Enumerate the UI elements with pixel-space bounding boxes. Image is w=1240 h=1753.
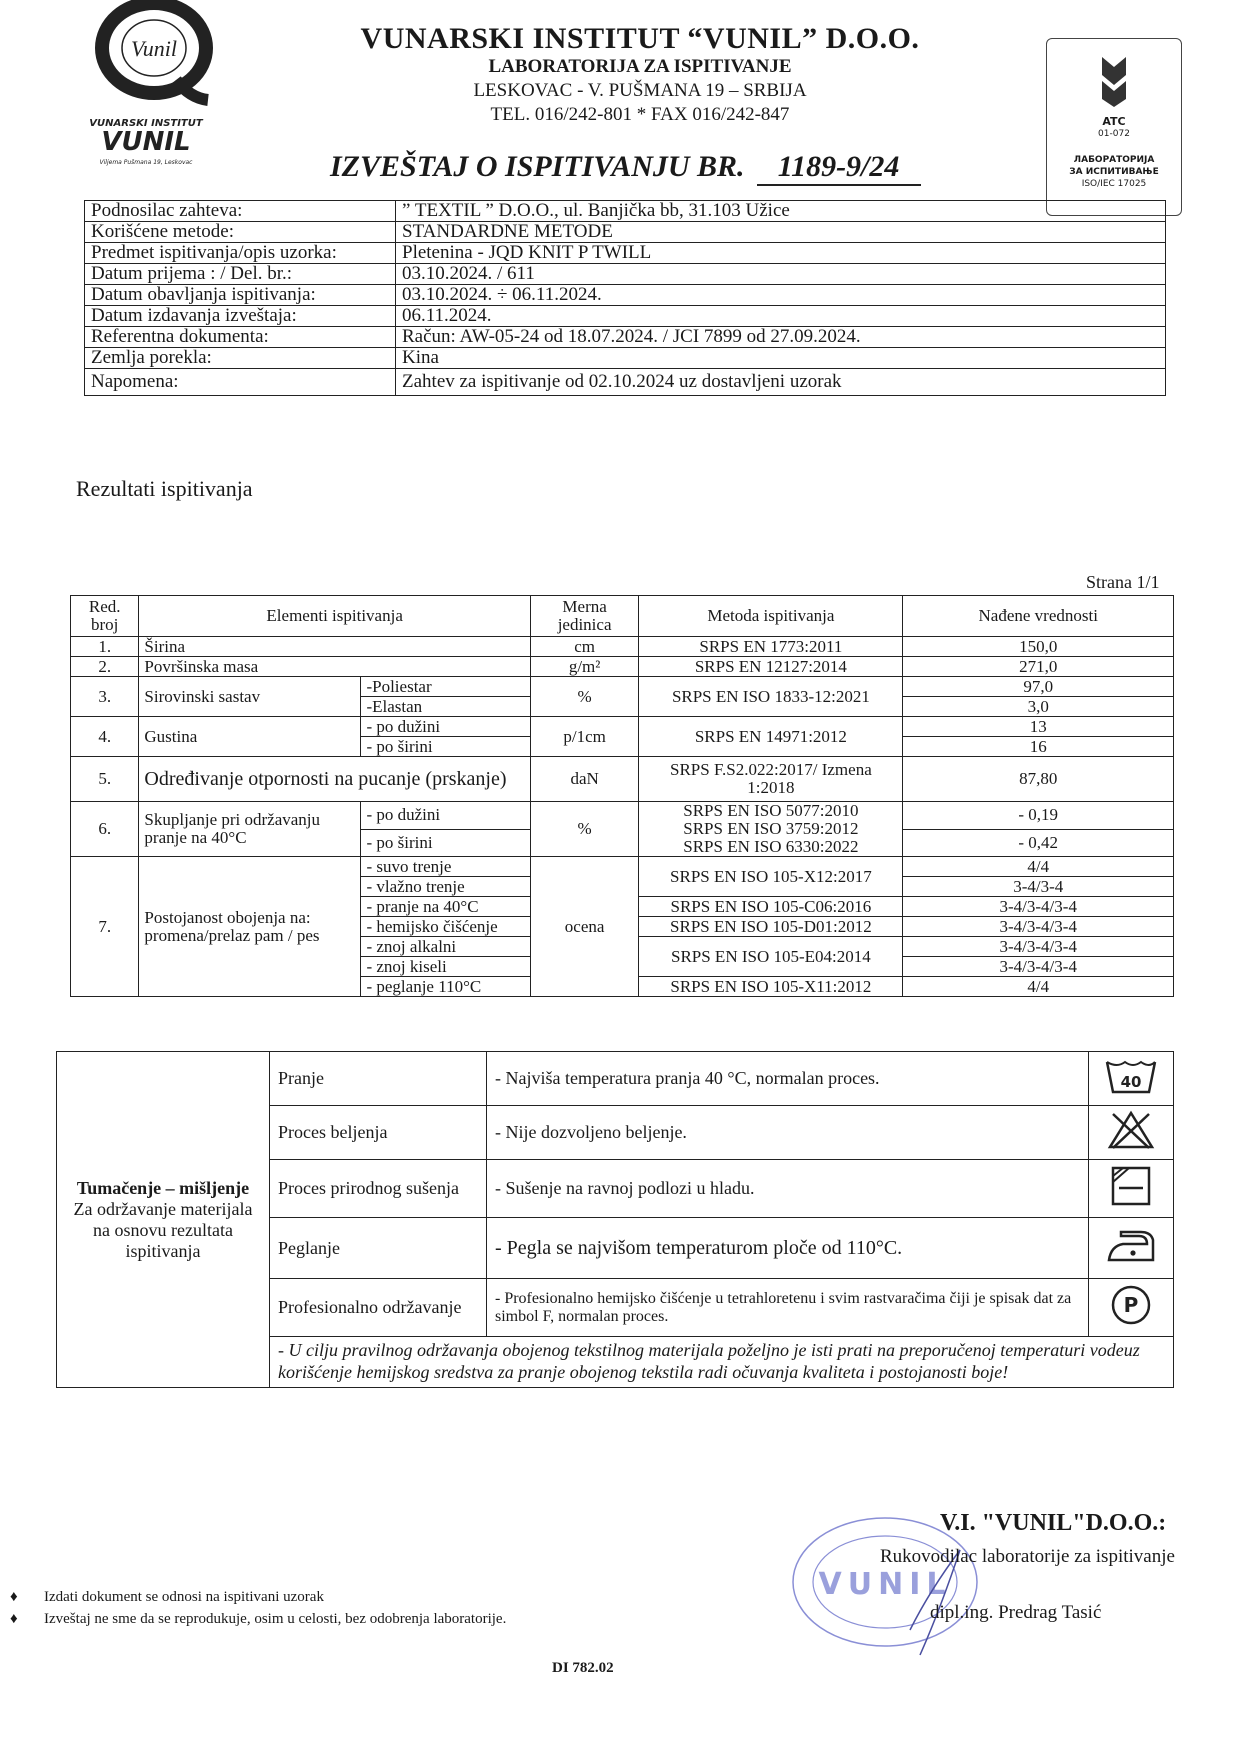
- row-value: 97,0: [903, 677, 1174, 697]
- row-value: 3-4/3-4/3-4: [903, 957, 1174, 977]
- logo-top-text: VUNARSKI INSTITUT: [89, 118, 203, 129]
- row-value: 3-4/3-4: [903, 877, 1174, 897]
- row-no: 3.: [71, 677, 139, 717]
- row-method: SRPS EN ISO 105-X12:2017: [639, 857, 903, 897]
- info-value: STANDARDNE METODE: [396, 222, 1166, 243]
- row-sub: - po širini: [361, 737, 530, 757]
- care-text: - Sušenje na ravnoj podlozi u hladu.: [487, 1160, 1089, 1218]
- care-label: Peglanje: [270, 1218, 487, 1279]
- row-value: 4/4: [903, 977, 1174, 997]
- footer-note: [10, 1586, 506, 1608]
- row-value: 4/4: [903, 857, 1174, 877]
- info-row: [85, 285, 1166, 306]
- info-label: Referentna dokumenta:: [85, 327, 396, 348]
- row-value: - 0,42: [903, 829, 1174, 857]
- care-text: - Pegla se najvišom temperaturom ploče od 110°C.: [487, 1218, 1089, 1279]
- row-method: SRPS EN ISO 105-D01:2012: [639, 917, 903, 937]
- info-value: ” TEXTIL ” D.O.O., ul. Banjička bb, 31.103 Užice: [396, 201, 1166, 222]
- accreditation-badge: [1046, 38, 1182, 216]
- info-row: [85, 348, 1166, 369]
- row-value: 16: [903, 737, 1174, 757]
- care-text: - Nije dozvoljeno beljenje.: [487, 1106, 1089, 1160]
- row-element: Skupljanje pri održavanju pranje na 40°C: [139, 802, 361, 857]
- info-label: Predmet ispitivanja/opis uzorka:: [85, 243, 396, 264]
- row-element: Površinska masa: [139, 657, 531, 677]
- logo-main-text: VUNIL: [101, 127, 191, 157]
- info-row: [85, 243, 1166, 264]
- row-no: 6.: [71, 802, 139, 857]
- opinion-subtitle: Za održavanje materijala na osnovu rezultata ispitivanja: [73, 1198, 253, 1261]
- table-row: [71, 717, 1174, 737]
- col-header-no: Red. broj: [71, 596, 139, 637]
- row-method: SRPS EN ISO 1833-12:2021: [639, 677, 903, 717]
- logo-circle-text: Vunil: [130, 36, 178, 61]
- cert-line3: ISO/IEC 17025: [1081, 179, 1147, 189]
- row-element: Gustina: [139, 717, 361, 757]
- row-element: Postojanost obojenja na: promena/prelaz pam / pes: [139, 857, 361, 997]
- care-note: - U cilju pravilnog održavanja obojenog tekstilnog materijala poželjno je isti prati na preporučenoj temperaturi vodeuz korišćenje hemijskog sredstva za pranje obojenog tekstila radi očuvanja kvaliteta i postojanosti boje!: [270, 1337, 1174, 1388]
- row-value: 87,80: [903, 757, 1174, 802]
- atc-label: ATC: [1102, 115, 1126, 128]
- footer-note: [10, 1608, 506, 1630]
- row-sub: - suvo trenje: [361, 857, 530, 877]
- accreditation-logo-icon: [1084, 53, 1144, 109]
- row-sub: - hemijsko čišćenje: [361, 917, 530, 937]
- iron-low-icon: [1103, 1226, 1159, 1266]
- info-value: Kina: [396, 348, 1166, 369]
- row-value: 150,0: [903, 637, 1174, 657]
- table-row: [71, 857, 1174, 877]
- stamp-text: VUNIL: [818, 1567, 952, 1602]
- row-sub: - vlažno trenje: [361, 877, 530, 897]
- row-no: 1.: [71, 637, 139, 657]
- info-value: 03.10.2024. ÷ 06.11.2024.: [396, 285, 1166, 306]
- care-icon-cell: [1089, 1052, 1174, 1106]
- table-row: [71, 802, 1174, 830]
- info-label: Zemlja porekla:: [85, 348, 396, 369]
- no-bleach-icon: [1107, 1110, 1155, 1150]
- row-sub: - po širini: [361, 829, 530, 857]
- care-icon-cell: [1089, 1279, 1174, 1337]
- institute-name: VUNARSKI INSTITUT “VUNIL” D.O.O.: [360, 22, 920, 55]
- info-label: Napomena:: [85, 369, 396, 396]
- info-row: [85, 222, 1166, 243]
- signature-firm: V.I. "VUNIL"D.O.O.:: [940, 1510, 1167, 1536]
- row-unit: p/1cm: [530, 717, 638, 757]
- dry-clean-p-icon: [1109, 1283, 1153, 1327]
- signature-role: Rukovodilac laboratorije za ispitivanje: [880, 1546, 1175, 1567]
- col-header-method: Metoda ispitivanja: [639, 596, 903, 637]
- method-line: SRPS EN ISO 6330:2022: [683, 837, 859, 856]
- row-no: 7.: [71, 857, 139, 997]
- footer-note-text: Izdati dokument se odnosi na ispitivani uzorak: [44, 1589, 324, 1605]
- care-text: - Najviša temperatura pranja 40 °C, normalan proces.: [487, 1052, 1089, 1106]
- method-line: SRPS EN ISO 5077:2010: [683, 801, 859, 820]
- row-sub: -Elastan: [361, 697, 530, 717]
- care-label: Pranje: [270, 1052, 487, 1106]
- care-label: Profesionalno održavanje: [270, 1279, 487, 1337]
- row-element: Širina: [139, 637, 531, 657]
- care-row: [57, 1052, 1174, 1106]
- info-value: 03.10.2024. / 611: [396, 264, 1166, 285]
- wash-40-icon: [1103, 1056, 1159, 1096]
- row-method: SRPS EN ISO 105-X11:2012: [639, 977, 903, 997]
- row-unit: g/m²: [530, 657, 638, 677]
- cert-line1: ЛАБОРАТОРИЈА: [1073, 155, 1155, 165]
- wash-temp-label: 40: [1120, 1073, 1142, 1091]
- request-info-table: [84, 200, 1166, 396]
- info-label: Datum prijema : / Del. br.:: [85, 264, 396, 285]
- care-label: Proces prirodnog sušenja: [270, 1160, 487, 1218]
- opinion-title: Tumačenje – mišljenje: [76, 1177, 250, 1198]
- row-no: 2.: [71, 657, 139, 677]
- row-element: Sirovinski sastav: [139, 677, 361, 717]
- footer-note-text: Izveštaj ne sme da se reprodukuje, osim u celosti, bez odobrenja laboratorije.: [44, 1611, 507, 1627]
- table-row: [71, 677, 1174, 697]
- care-opinion-table: [56, 1051, 1174, 1388]
- row-no: 4.: [71, 717, 139, 757]
- care-icon-cell: [1089, 1218, 1174, 1279]
- info-row: [85, 264, 1166, 285]
- care-icon-cell: [1089, 1106, 1174, 1160]
- dry-clean-letter: P: [1123, 1293, 1139, 1317]
- info-value: 06.11.2024.: [396, 306, 1166, 327]
- row-method: SRPS EN 1773:2011: [639, 637, 903, 657]
- bullet-icon: ♦: [10, 1589, 18, 1605]
- info-label: Podnosilac zahteva:: [85, 201, 396, 222]
- lab-address: LESKOVAC - V. PUŠMANA 19 – SRBIJA: [473, 80, 807, 101]
- info-row: [85, 201, 1166, 222]
- row-sub: - po dužini: [361, 717, 530, 737]
- table-row: [71, 637, 1174, 657]
- info-row: [85, 327, 1166, 348]
- results-heading: Rezultati ispitivanja: [76, 476, 253, 501]
- info-label: Datum obavljanja ispitivanja:: [85, 285, 396, 306]
- institute-logo: [78, 0, 228, 175]
- report-number: 1189-9/24: [757, 150, 921, 186]
- info-value: Pletenina - JQD KNIT P TWILL: [396, 243, 1166, 264]
- row-value: 13: [903, 717, 1174, 737]
- document-code: DI 782.02: [552, 1660, 614, 1676]
- report-title: [330, 150, 921, 186]
- row-value: 3,0: [903, 697, 1174, 717]
- col-header-element: Elementi ispitivanja: [139, 596, 531, 637]
- report-title-label: IZVEŠTAJ O ISPITIVANJU BR.: [330, 150, 745, 183]
- row-unit: %: [530, 677, 638, 717]
- row-method: SRPS EN 14971:2012: [639, 717, 903, 757]
- row-value: 3-4/3-4/3-4: [903, 917, 1174, 937]
- row-sub: - po dužini: [361, 802, 530, 830]
- row-unit: ocena: [530, 857, 638, 997]
- row-unit: cm: [530, 637, 638, 657]
- info-label: Korišćene metode:: [85, 222, 396, 243]
- row-unit: daN: [530, 757, 638, 802]
- row-method: SRPS F.S2.022:2017/ Izmena 1:2018: [639, 757, 903, 802]
- row-no: 5.: [71, 757, 139, 802]
- row-method: SRPS EN 12127:2014: [639, 657, 903, 677]
- col-header-value: Nađene vrednosti: [903, 596, 1174, 637]
- row-method: [639, 802, 903, 857]
- row-method: SRPS EN ISO 105-E04:2014: [639, 937, 903, 977]
- row-sub: - znoj kiseli: [361, 957, 530, 977]
- info-row: [85, 369, 1166, 396]
- info-row: [85, 306, 1166, 327]
- care-label: Proces beljenja: [270, 1106, 487, 1160]
- row-sub: - znoj alkalni: [361, 937, 530, 957]
- info-value: Zahtev za ispitivanje od 02.10.2024 uz dostavljeni uzorak: [396, 369, 1166, 396]
- method-line: SRPS EN ISO 3759:2012: [683, 819, 859, 838]
- page-indicator: Strana 1/1: [1086, 572, 1160, 592]
- atc-number: 01-072: [1098, 129, 1130, 139]
- logo-address: Viljema Pušmana 19, Leskovac: [99, 159, 193, 166]
- row-element: Određivanje otpornosti na pucanje (prskanje): [139, 757, 531, 802]
- care-icon-cell: [1089, 1160, 1174, 1218]
- row-value: 271,0: [903, 657, 1174, 677]
- cert-line2: ЗА ИСПИТИВАЊЕ: [1069, 167, 1159, 177]
- table-row: [71, 757, 1174, 802]
- row-sub: -Poliestar: [361, 677, 530, 697]
- info-value: Račun: AW-05-24 od 18.07.2024. / JCI 7899 od 27.09.2024.: [396, 327, 1166, 348]
- footer-notes: [10, 1586, 506, 1630]
- row-method: SRPS EN ISO 105-C06:2016: [639, 897, 903, 917]
- row-unit: %: [530, 802, 638, 857]
- row-sub: - pranje na 40°C: [361, 897, 530, 917]
- info-label: Datum izdavanja izveštaja:: [85, 306, 396, 327]
- opinion-lead: [57, 1052, 270, 1388]
- signature-name: dipl.ing. Predrag Tasić: [930, 1602, 1102, 1623]
- row-value: 3-4/3-4/3-4: [903, 937, 1174, 957]
- table-row: [71, 657, 1174, 677]
- results-table: [70, 595, 1174, 997]
- lab-name: LABORATORIJA ZA ISPITIVANJE: [488, 56, 792, 77]
- row-value: - 0,19: [903, 802, 1174, 830]
- row-value: 3-4/3-4/3-4: [903, 897, 1174, 917]
- signature-block: [790, 1510, 1190, 1660]
- results-header-row: [71, 596, 1174, 637]
- row-sub: - peglanje 110°C: [361, 977, 530, 997]
- lab-phone: TEL. 016/242-801 * FAX 016/242-847: [490, 104, 790, 125]
- bullet-icon: ♦: [10, 1611, 18, 1627]
- col-header-unit: Merna jedinica: [530, 596, 638, 637]
- dry-flat-shade-icon: [1109, 1164, 1153, 1208]
- care-text: - Profesionalno hemijsko čišćenje u tetrahloretenu i svim rastvaračima čiji je spisak dat za simbol F, normalan proces.: [487, 1279, 1089, 1337]
